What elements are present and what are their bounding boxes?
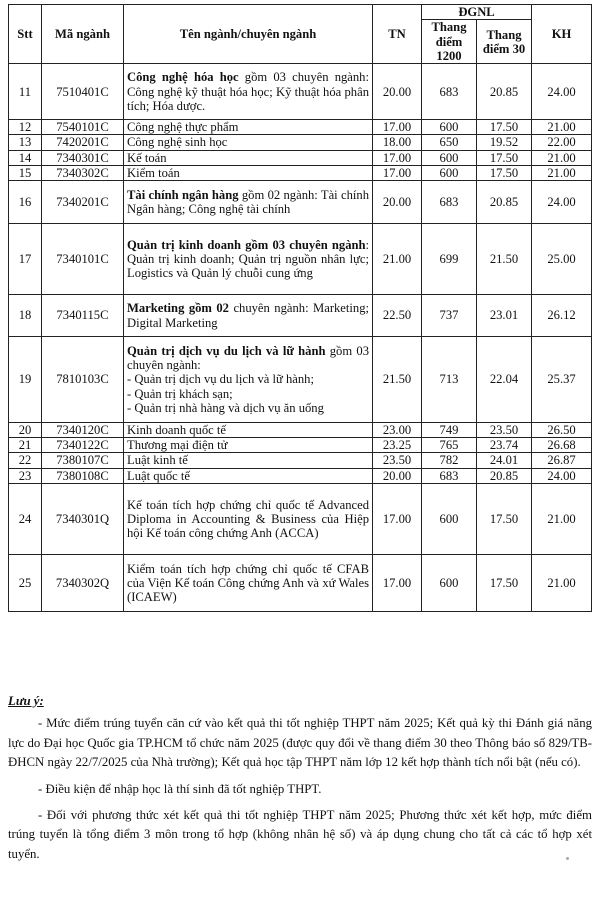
row-tn: 20.00 (373, 64, 422, 120)
row-score-1200: 699 (422, 224, 477, 295)
row-name-bold: Quản trị dịch vụ du lịch và lữ hành (127, 344, 326, 358)
table-row (9, 453, 592, 468)
row-name-text (127, 70, 369, 113)
notes-title: Lưu ý: (8, 694, 44, 708)
row-tn: 21.50 (373, 337, 422, 423)
row-name-rest: : Quản trị kinh doanh; Quản trị nguồn nhân lực; Logistics và Quản lý chuỗi cung ứng (127, 237, 369, 281)
row-stt: 11 (9, 64, 42, 120)
row-score-30: 17.50 (477, 120, 532, 135)
table-row (9, 120, 592, 135)
table-header (9, 5, 592, 64)
row-score-1200: 600 (422, 150, 477, 165)
row-name-rest: Kinh doanh quốc tế (127, 423, 226, 438)
row-score-1200: 683 (422, 468, 477, 483)
row-tn: 18.00 (373, 135, 422, 150)
row-code: 7380107C (42, 453, 124, 468)
row-code: 7340120C (42, 423, 124, 438)
row-code: 7340122C (42, 438, 124, 453)
row-kh: 26.50 (532, 423, 592, 438)
row-stt: 12 (9, 120, 42, 135)
row-stt: 18 (9, 295, 42, 337)
row-name-rest: Kế toán tích hợp chứng chỉ quốc tế Advanced Diploma in Accounting & Business của Hiệp hội Kế toán công chứng Anh (ACCA) (127, 497, 369, 540)
row-kh: 22.00 (532, 135, 592, 150)
row-code: 7340115C (42, 295, 124, 337)
row-code: 7340301Q (42, 483, 124, 554)
row-name-text (127, 344, 369, 372)
table-row (9, 135, 592, 150)
row-score-1200: 765 (422, 438, 477, 453)
row-score-1200: 600 (422, 483, 477, 554)
row-score-30: 22.04 (477, 337, 532, 423)
row-tn: 20.00 (373, 468, 422, 483)
row-score-30: 17.50 (477, 165, 532, 180)
row-name-text (127, 453, 369, 467)
row-name-rest: Kế toán (127, 150, 167, 165)
row-kh: 24.00 (532, 468, 592, 483)
row-name-subline: - Quản trị nhà hàng và dịch vụ ăn uống (127, 400, 324, 415)
row-stt: 21 (9, 438, 42, 453)
row-name-text (127, 438, 369, 452)
row-score-1200: 749 (422, 423, 477, 438)
row-stt: 23 (9, 468, 42, 483)
row-name-rest: Công nghệ sinh học (127, 135, 228, 150)
row-code: 7380108C (42, 468, 124, 483)
row-score-30: 24.01 (477, 453, 532, 468)
row-name (124, 554, 373, 611)
row-name-text (127, 238, 369, 281)
scan-speck (566, 857, 569, 860)
note-paragraph-1: - Mức điểm trúng tuyển căn cứ vào kết quả thi tốt nghiệp THPT năm 2025; Kết quả kỳ thi Đánh giá năng lực do Đại học Quốc gia TP.HCM tổ chức năm 2025 (được quy đổi về thang điểm 30 theo Thông báo số 829/TB-ĐHCN ngày 22/7/2025 của Nhà trường); Kết quả học tập THPT năm lớp 12 kết hợp thành tích nổi bật (nếu có). (8, 716, 592, 770)
row-name (124, 120, 373, 135)
row-code: 7420201C (42, 135, 124, 150)
row-kh: 21.00 (532, 483, 592, 554)
row-code: 7340101C (42, 224, 124, 295)
row-name-rest: Công nghệ thực phẩm (127, 120, 239, 135)
header-kh: KH (532, 5, 592, 64)
row-name (124, 337, 373, 423)
row-tn: 21.00 (373, 224, 422, 295)
header-scale-30: Thang điểm 30 (477, 20, 532, 64)
row-tn: 17.00 (373, 120, 422, 135)
row-name (124, 150, 373, 165)
row-tn: 23.50 (373, 453, 422, 468)
row-code: 7510401C (42, 64, 124, 120)
table-row (9, 423, 592, 438)
table-row (9, 438, 592, 453)
row-kh: 24.00 (532, 181, 592, 224)
row-name (124, 165, 373, 180)
table-row (9, 64, 592, 120)
row-stt: 17 (9, 224, 42, 295)
row-name-rest: Thương mại điện tử (127, 438, 228, 453)
row-code: 7340201C (42, 181, 124, 224)
note-paragraph-2: - Điều kiện để nhập học là thí sinh đã tốt nghiệp THPT. (38, 781, 322, 796)
table-body (9, 64, 592, 612)
header-code: Mã ngành (42, 5, 124, 64)
row-score-1200: 713 (422, 337, 477, 423)
row-name (124, 224, 373, 295)
row-name-subline: - Quản trị dịch vụ du lịch và lữ hành; (127, 372, 314, 387)
row-name-subline: - Quản trị khách sạn; (127, 386, 233, 401)
row-tn: 20.00 (373, 181, 422, 224)
row-score-30: 20.85 (477, 468, 532, 483)
table-row (9, 181, 592, 224)
row-name-text (127, 423, 369, 437)
row-score-30: 20.85 (477, 64, 532, 120)
row-tn: 17.00 (373, 165, 422, 180)
table-row (9, 337, 592, 423)
row-name-rest: gồm 02 ngành: Tài chính Ngân hàng; Công nghệ tài chính (127, 187, 369, 217)
row-name (124, 438, 373, 453)
note-paragraph-3: - Đối với phương thức xét kết quả thi tốt nghiệp THPT năm 2025; Phương thức xét kết hợp, mức điểm trúng tuyển là tổng điểm 3 môn trong tổ hợp (không nhân hệ số) và áp dụng chung cho tất cả các tổ hợp xét tuyển. (8, 808, 592, 861)
row-score-30: 17.50 (477, 483, 532, 554)
table-row (9, 554, 592, 611)
row-name (124, 468, 373, 483)
row-tn: 17.00 (373, 150, 422, 165)
row-score-30: 20.85 (477, 181, 532, 224)
row-score-1200: 650 (422, 135, 477, 150)
row-tn: 17.00 (373, 483, 422, 554)
row-name-rest: Luật kinh tế (127, 453, 188, 468)
row-kh: 21.00 (532, 150, 592, 165)
row-tn: 17.00 (373, 554, 422, 611)
row-stt: 14 (9, 150, 42, 165)
table-row (9, 224, 592, 295)
row-name (124, 64, 373, 120)
row-name-text (127, 301, 369, 329)
row-name (124, 423, 373, 438)
header-scale-1200: Thang điểm 1200 (422, 20, 477, 64)
header-name: Tên ngành/chuyên ngành (124, 5, 373, 64)
row-name-text (127, 166, 369, 180)
row-name-rest: Luật quốc tế (127, 468, 190, 483)
row-stt: 25 (9, 554, 42, 611)
row-name-text (127, 498, 369, 541)
row-code: 7540101C (42, 120, 124, 135)
admission-score-table (8, 4, 592, 612)
table-row (9, 165, 592, 180)
row-code: 7340302C (42, 165, 124, 180)
row-kh: 25.00 (532, 224, 592, 295)
row-tn: 22.50 (373, 295, 422, 337)
row-score-1200: 600 (422, 554, 477, 611)
row-kh: 21.00 (532, 554, 592, 611)
row-stt: 24 (9, 483, 42, 554)
row-stt: 19 (9, 337, 42, 423)
row-score-30: 21.50 (477, 224, 532, 295)
row-name-text (127, 562, 369, 605)
row-stt: 16 (9, 181, 42, 224)
row-score-1200: 782 (422, 453, 477, 468)
row-score-1200: 737 (422, 295, 477, 337)
row-name (124, 453, 373, 468)
row-name-text (127, 135, 369, 149)
row-stt: 22 (9, 453, 42, 468)
row-name-bold: Công nghệ hóa học (127, 70, 239, 85)
row-score-30: 19.52 (477, 135, 532, 150)
row-stt: 13 (9, 135, 42, 150)
row-code: 7340302Q (42, 554, 124, 611)
row-score-1200: 683 (422, 64, 477, 120)
row-kh: 26.87 (532, 453, 592, 468)
row-name-rest: Kiểm toán (127, 165, 180, 180)
row-score-30: 17.50 (477, 554, 532, 611)
row-score-1200: 600 (422, 165, 477, 180)
row-stt: 15 (9, 165, 42, 180)
row-name-bold: Quản trị kinh doanh gồm 03 chuyên ngành (127, 237, 366, 252)
header-stt: Stt (9, 5, 42, 64)
row-code: 7340301C (42, 150, 124, 165)
row-name-text (127, 151, 369, 165)
row-kh: 26.12 (532, 295, 592, 337)
row-score-1200: 600 (422, 120, 477, 135)
row-name (124, 135, 373, 150)
row-kh: 21.00 (532, 120, 592, 135)
row-kh: 26.68 (532, 438, 592, 453)
row-name (124, 181, 373, 224)
row-name-rest: gồm 03 chuyên ngành: (127, 344, 370, 373)
row-stt: 20 (9, 423, 42, 438)
row-name-rest: Kiểm toán tích hợp chứng chỉ quốc tế CFAB của Viện Kế toán Công chứng Anh và xứ Wales (ICAEW) (127, 561, 369, 604)
row-score-30: 23.01 (477, 295, 532, 337)
row-score-30: 17.50 (477, 150, 532, 165)
row-name (124, 483, 373, 554)
row-name-rest: chuyên ngành: Marketing; Digital Marketing (127, 301, 369, 330)
row-tn: 23.25 (373, 438, 422, 453)
row-name-bold: Tài chính ngân hàng (127, 187, 239, 202)
row-kh: 21.00 (532, 165, 592, 180)
row-code: 7810103C (42, 337, 124, 423)
header-tn: TN (373, 5, 422, 64)
notes-section (8, 692, 592, 871)
row-score-30: 23.50 (477, 423, 532, 438)
row-score-1200: 683 (422, 181, 477, 224)
row-score-30: 23.74 (477, 438, 532, 453)
row-name (124, 295, 373, 337)
row-name-bold: Marketing gồm 02 (127, 301, 229, 316)
row-kh: 24.00 (532, 64, 592, 120)
row-name-rest: gồm 03 chuyên ngành: Công nghệ kỹ thuật hóa học; Kỹ thuật hóa phân tích; Hóa dược. (127, 70, 369, 113)
row-tn: 23.00 (373, 423, 422, 438)
table-row (9, 468, 592, 483)
table-row (9, 483, 592, 554)
table-row (9, 295, 592, 337)
row-kh: 25.37 (532, 337, 592, 423)
table-row (9, 150, 592, 165)
row-name-text (127, 188, 369, 216)
row-name-text (127, 469, 369, 483)
header-dgnl: ĐGNL (422, 5, 532, 20)
row-name-text (127, 120, 369, 134)
